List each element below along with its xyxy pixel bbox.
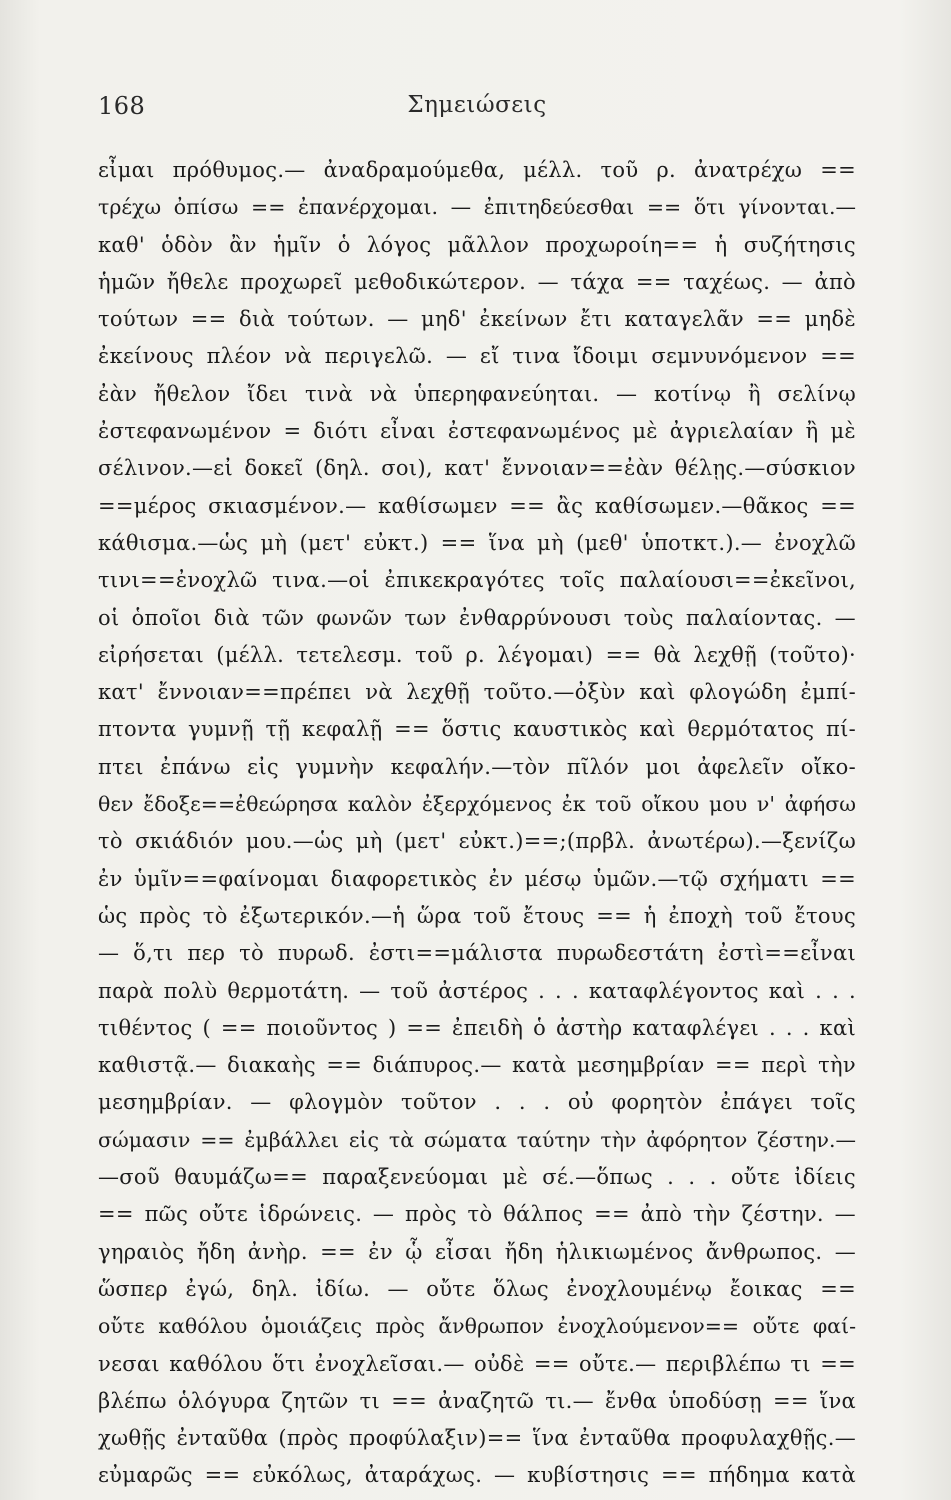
text-line: ἐὰν ἤθελον ἴδει τινὰ νὰ ὑπερηφανεύηται. — κοτίνῳ ἢ σελίνῳ <box>98 381 856 406</box>
text-line: ==μέρος σκιασμένον.— καθίσωμεν == ἂς καθίσωμεν.—θᾶκος == <box>98 493 856 518</box>
text-line: τὸ σκιάδιόν μου.—ὡς μὴ (μετ' εὐκτ.)==;(πρβλ. ἀνωτέρω).—ξενίζω <box>98 829 856 854</box>
text-line: βλέπω ὁλόγυρα ζητῶν τι == ἀναζητῶ τι.— ἔνθα ὑποδύσῃ == ἵνα <box>98 1388 856 1413</box>
text-line: —σοῦ θαυμάζω== παραξενεύομαι μὲ σέ.—ὅπως . . . οὔτε ἰδίεις <box>98 1165 856 1190</box>
text-line: καθιστᾷ.— διακαὴς == διάπυρος.— κατὰ μεσημβρίαν == περὶ τὴν <box>98 1053 856 1078</box>
text-line: κατ' ἔννοιαν==πρέπει νὰ λεχθῇ τοῦτο.—ὀξὺν καὶ φλογώδη ἐμπί- <box>98 680 856 705</box>
text-line: τούτων == διὰ τούτων. — μηδ' ἐκείνων ἔτι καταγελᾶν == μηδὲ <box>98 307 856 332</box>
text-line: πτοντα γυμνῇ τῇ κεφαλῇ == ὅστις καυστικὸς καὶ θερμότατος πί- <box>98 717 856 742</box>
running-title: Σημειώσεις <box>407 92 547 118</box>
text-line: οἱ ὁποῖοι διὰ τῶν φωνῶν των ἐνθαρρύνουσι τοὺς παλαίοντας. — <box>98 605 856 630</box>
text-line: εἶμαι πρόθυμος.— ἀναδραμούμεθα, μέλλ. τοῦ ρ. ἀνατρέχω == <box>98 158 856 182</box>
text-line: γηραιὸς ἤδη ἀνὴρ. == ἐν ᾧ εἶσαι ἤδη ἡλικιωμένος ἄνθρωπος. — <box>98 1239 856 1264</box>
text-line: θεν ἔδοξε==ἐθεώρησα καλὸν ἐξερχόμενος ἐκ τοῦ οἴκου μου ν' ἀφήσω <box>98 792 856 817</box>
text-line: χωθῇς ἐνταῦθα (πρὸς προφύλαξιν)== ἵνα ἐνταῦθα προφυλαχθῇς.— <box>98 1426 856 1451</box>
text-line: παρὰ πολὺ θερμοτάτη. — τοῦ ἀστέρος . . . καταφλέγοντος καὶ . . . <box>98 978 856 1003</box>
text-line: τιθέντος ( == ποιοῦντος ) == ἐπειδὴ ὁ ἀστὴρ καταφλέγει . . . καὶ <box>98 1015 856 1040</box>
text-line: ἐκείνους πλέον νὰ περιγελῶ. — εἴ τινα ἴδοιμι σεμνυνόμενον == <box>98 344 856 369</box>
text-line: νεσαι καθόλου ὅτι ἐνοχλεῖσαι.— οὐδὲ == οὔτε.— περιβλέπω τι == <box>98 1351 856 1376</box>
text-line: καθ' ὁδὸν ἂν ἡμῖν ὁ λόγος μᾶλλον προχωροίη== ἡ συζήτησις <box>98 232 856 257</box>
text-line: πτει ἐπάνω εἰς γυμνὴν κεφαλήν.—τὸν πῖλόν μοι ἀφελεῖν οἴκο- <box>98 754 856 779</box>
text-line: εὐμαρῶς == εὐκόλως, ἀταράχως. — κυβίστησις == πήδημα κατὰ <box>98 1463 856 1488</box>
text-line: κάθισμα.—ὡς μὴ (μετ' εὐκτ.) == ἵνα μὴ (μεθ' ὑποτκτ.).— ἐνοχλῶ <box>98 530 856 555</box>
page-header <box>98 92 856 126</box>
text-line: ἐν ὑμῖν==φαίνομαι διαφορετικὸς ἐν μέσῳ ὑμῶν.—τῷ σχήματι == <box>98 866 856 891</box>
text-line: σέλινον.—εἰ δοκεῖ (δηλ. σοι), κατ' ἔννοιαν==ἐὰν θέλῃς.—σύσκιον <box>98 456 856 481</box>
text-line: ὥσπερ ἐγώ, δηλ. ἰδίω. — οὔτε ὅλως ἐνοχλουμένῳ ἔοικας == <box>98 1276 856 1301</box>
text-line: εἰρήσεται (μέλλ. τετελεσμ. τοῦ ρ. λέγομαι) == θὰ λεχθῇ (τοῦτο)· <box>98 642 856 667</box>
page-number: 168 <box>98 92 146 120</box>
text-line: τινι==ἐνοχλῶ τινα.—οἱ ἐπικεκραγότες τοῖς παλαίουσι==ἐκεῖνοι, <box>98 568 856 593</box>
text-line: ἐστεφανωμένον = διότι εἶναι ἐστεφανωμένος μὲ ἀγριελαίαν ἢ μὲ <box>98 419 856 444</box>
text-line: σώμασιν == ἐμβάλλει εἰς τὰ σώματα ταύτην τὴν ἀφόρητον ζέστην.— <box>98 1127 856 1152</box>
text-line: == πῶς οὔτε ἱδρώνεις. — πρὸς τὸ θάλπος == ἀπὸ τὴν ζέστην. — <box>98 1202 856 1227</box>
text-line: ὡς πρὸς τὸ ἐξωτερικόν.—ἡ ὥρα τοῦ ἔτους == ἡ ἐποχὴ τοῦ ἔτους <box>98 903 856 928</box>
text-line: ἡμῶν ἤθελε προχωρεῖ μεθοδικώτερον. — τάχα == ταχέως. — ἀπὸ <box>98 269 856 294</box>
text-line: — ὅ,τι περ τὸ πυρωδ. ἐστι==μάλιστα πυρωδεστάτη ἐστὶ==εἶναι <box>98 941 856 966</box>
text-line: οὔτε καθόλου ὁμοιάζεις πρὸς ἄνθρωπον ἐνοχλούμενον== οὔτε φαί- <box>98 1314 856 1339</box>
text-line: μεσημβρίαν. — φλογμὸν τοῦτον . . . οὐ φορητὸν ἐπάγει τοῖς <box>98 1090 856 1115</box>
notes-text <box>98 152 856 1495</box>
text-line: τρέχω ὀπίσω == ἐπανέρχομαι. — ἐπιτηδεύεσθαι == ὅτι γίνονται.— <box>98 195 856 220</box>
